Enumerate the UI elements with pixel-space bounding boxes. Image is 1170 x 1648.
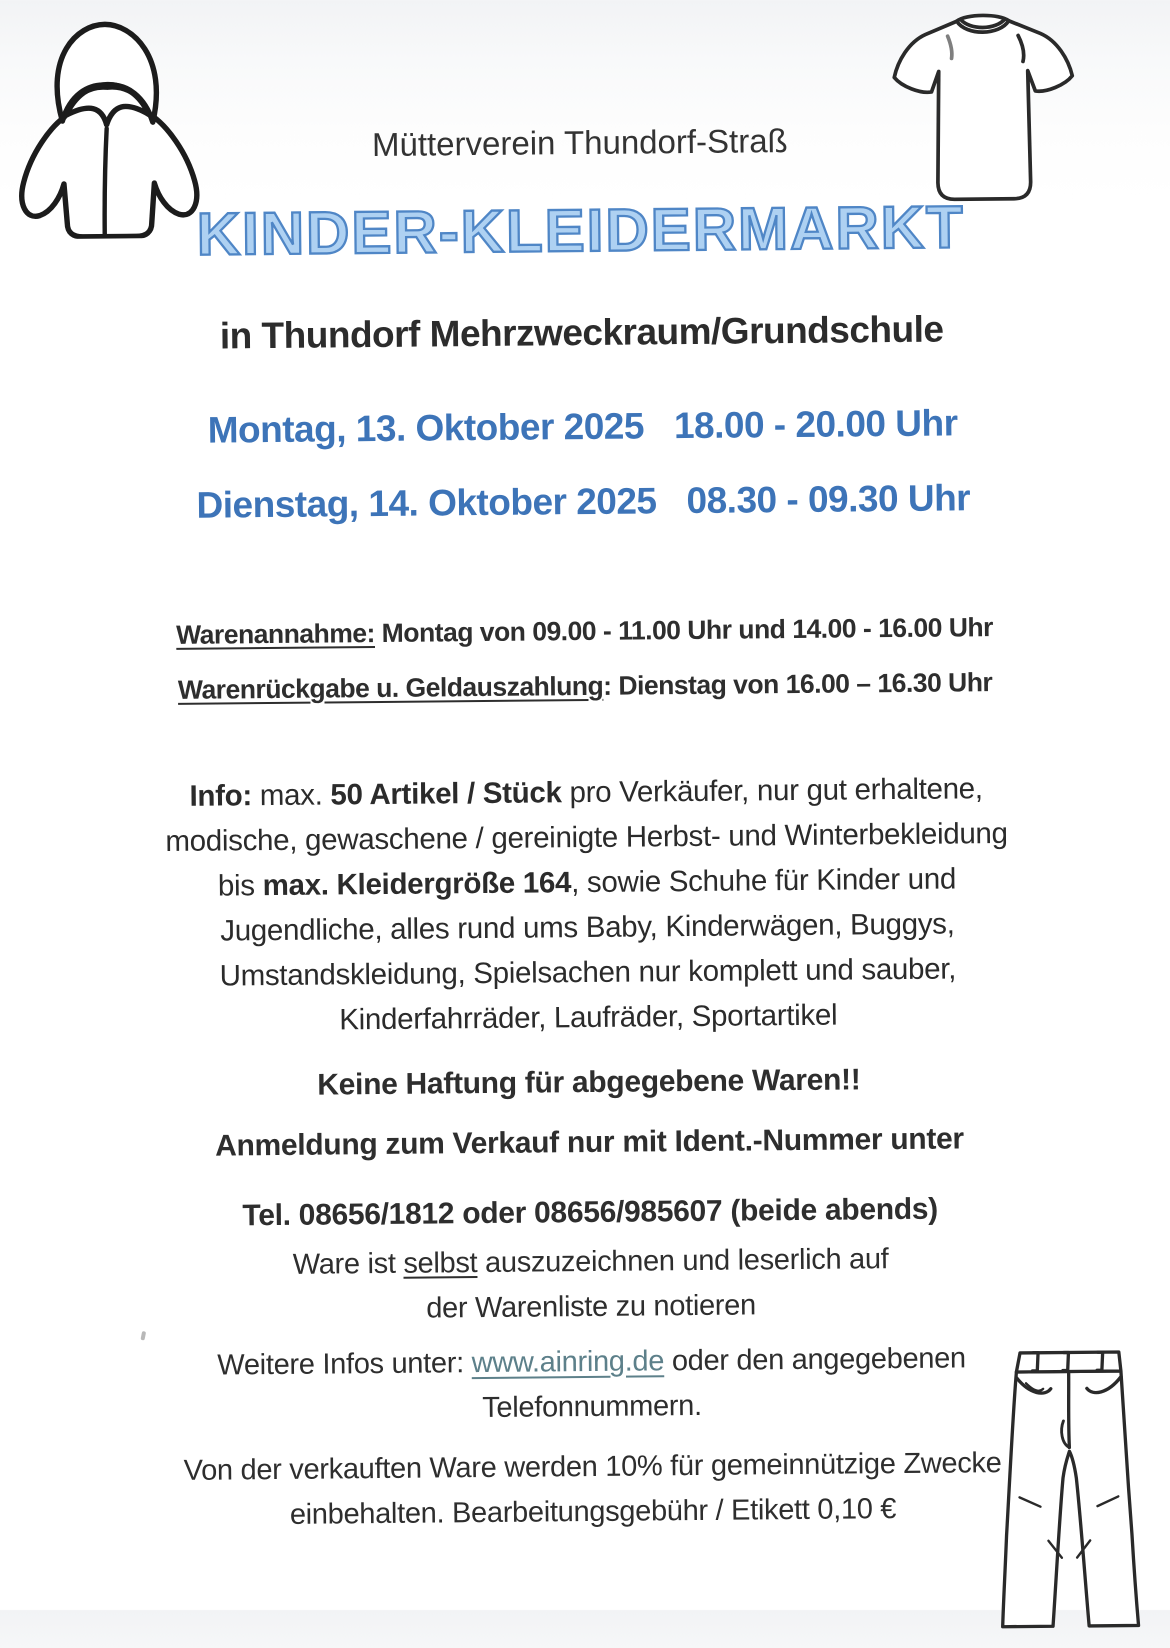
info-max-size: max. Kleidergröße 164 — [262, 866, 571, 902]
website-line-2: Telefonnummern. — [7, 1385, 1170, 1429]
event-day: Montag, 13. Oktober 2025 — [208, 405, 645, 450]
info-line-2: modische, gewaschene / gereinigte Herbst- und Winterbekleidung — [1, 809, 1170, 865]
info-label: Info: — [189, 779, 260, 813]
fee-line-1: Von der verkauften Ware werden 10% für gemeinnützige Zwecke — [7, 1445, 1170, 1489]
tshirt-icon — [890, 5, 1078, 211]
info-line-4: Jugendliche, alles rund ums Baby, Kinderwägen, Buggys, — [2, 899, 1170, 955]
website-text: oder den angegebenen — [664, 1342, 966, 1377]
location-line: in Thundorf Mehrzweckraum/Grundschule — [0, 306, 1167, 359]
event-day: Dienstag, 14. Oktober 2025 — [196, 480, 656, 525]
fee-line-2: einbehalten. Bearbeitungsgebühr / Etikett 0,10 € — [8, 1490, 1170, 1534]
labeling-line-1 — [5, 1240, 1170, 1284]
labeling-line-2: der Warenliste zu notieren — [6, 1285, 1170, 1329]
payout-label: Warenrückgabe u. Geldauszahlung — [178, 671, 604, 705]
organization-name: Mütterverein Thundorf-Straß — [0, 118, 1165, 167]
dropoff-line — [0, 610, 1170, 652]
event-time: 18.00 - 20.00 Uhr — [674, 402, 958, 446]
info-line-5: Umstandskleidung, Spielsachen nur komplett und sauber, — [3, 944, 1170, 1000]
info-paragraph — [1, 764, 1170, 1045]
event-time: 08.30 - 09.30 Uhr — [686, 477, 970, 521]
liability-notice: Keine Haftung für abgegebene Waren!! — [4, 1060, 1170, 1105]
page-title: KINDER-KLEIDERMARKT — [0, 190, 1166, 270]
payout-line — [0, 665, 1170, 707]
labeling-text: auszuzeichnen und leserlich auf — [477, 1243, 888, 1279]
jeans-icon — [991, 1337, 1146, 1638]
scan-speck — [140, 1331, 146, 1341]
info-text: , sowie Schuhe für Kinder und — [571, 862, 956, 899]
info-text: bis — [218, 869, 263, 902]
event-date-tuesday — [0, 475, 1169, 528]
info-text: pro Verkäufer, nur gut erhaltene, — [561, 772, 982, 809]
info-line-6: Kinderfahrräder, Laufräder, Sportartikel — [3, 989, 1170, 1045]
registration-notice: Anmeldung zum Verkauf nur mit Ident.-Nummer unter — [4, 1120, 1170, 1165]
ainring-website-link[interactable]: www.ainring.de — [471, 1345, 664, 1379]
payout-times: : Dienstag von 16.00 – 16.30 Uhr — [603, 667, 992, 701]
labeling-selbst: selbst — [403, 1247, 477, 1280]
dropoff-times: Montag von 09.00 - 11.00 Uhr und 14.00 - 16.00 Uhr — [375, 612, 993, 648]
dropoff-label: Warenannahme: — [176, 618, 375, 650]
website-text: Weitere Infos unter: — [217, 1347, 472, 1381]
info-text: max. — [260, 778, 331, 812]
phone-numbers: Tel. 08656/1812 oder 08656/985607 (beide abends) — [5, 1190, 1170, 1235]
event-date-monday — [0, 400, 1168, 453]
labeling-text: Ware ist — [293, 1248, 404, 1281]
info-max-items: 50 Artikel / Stück — [330, 776, 562, 811]
